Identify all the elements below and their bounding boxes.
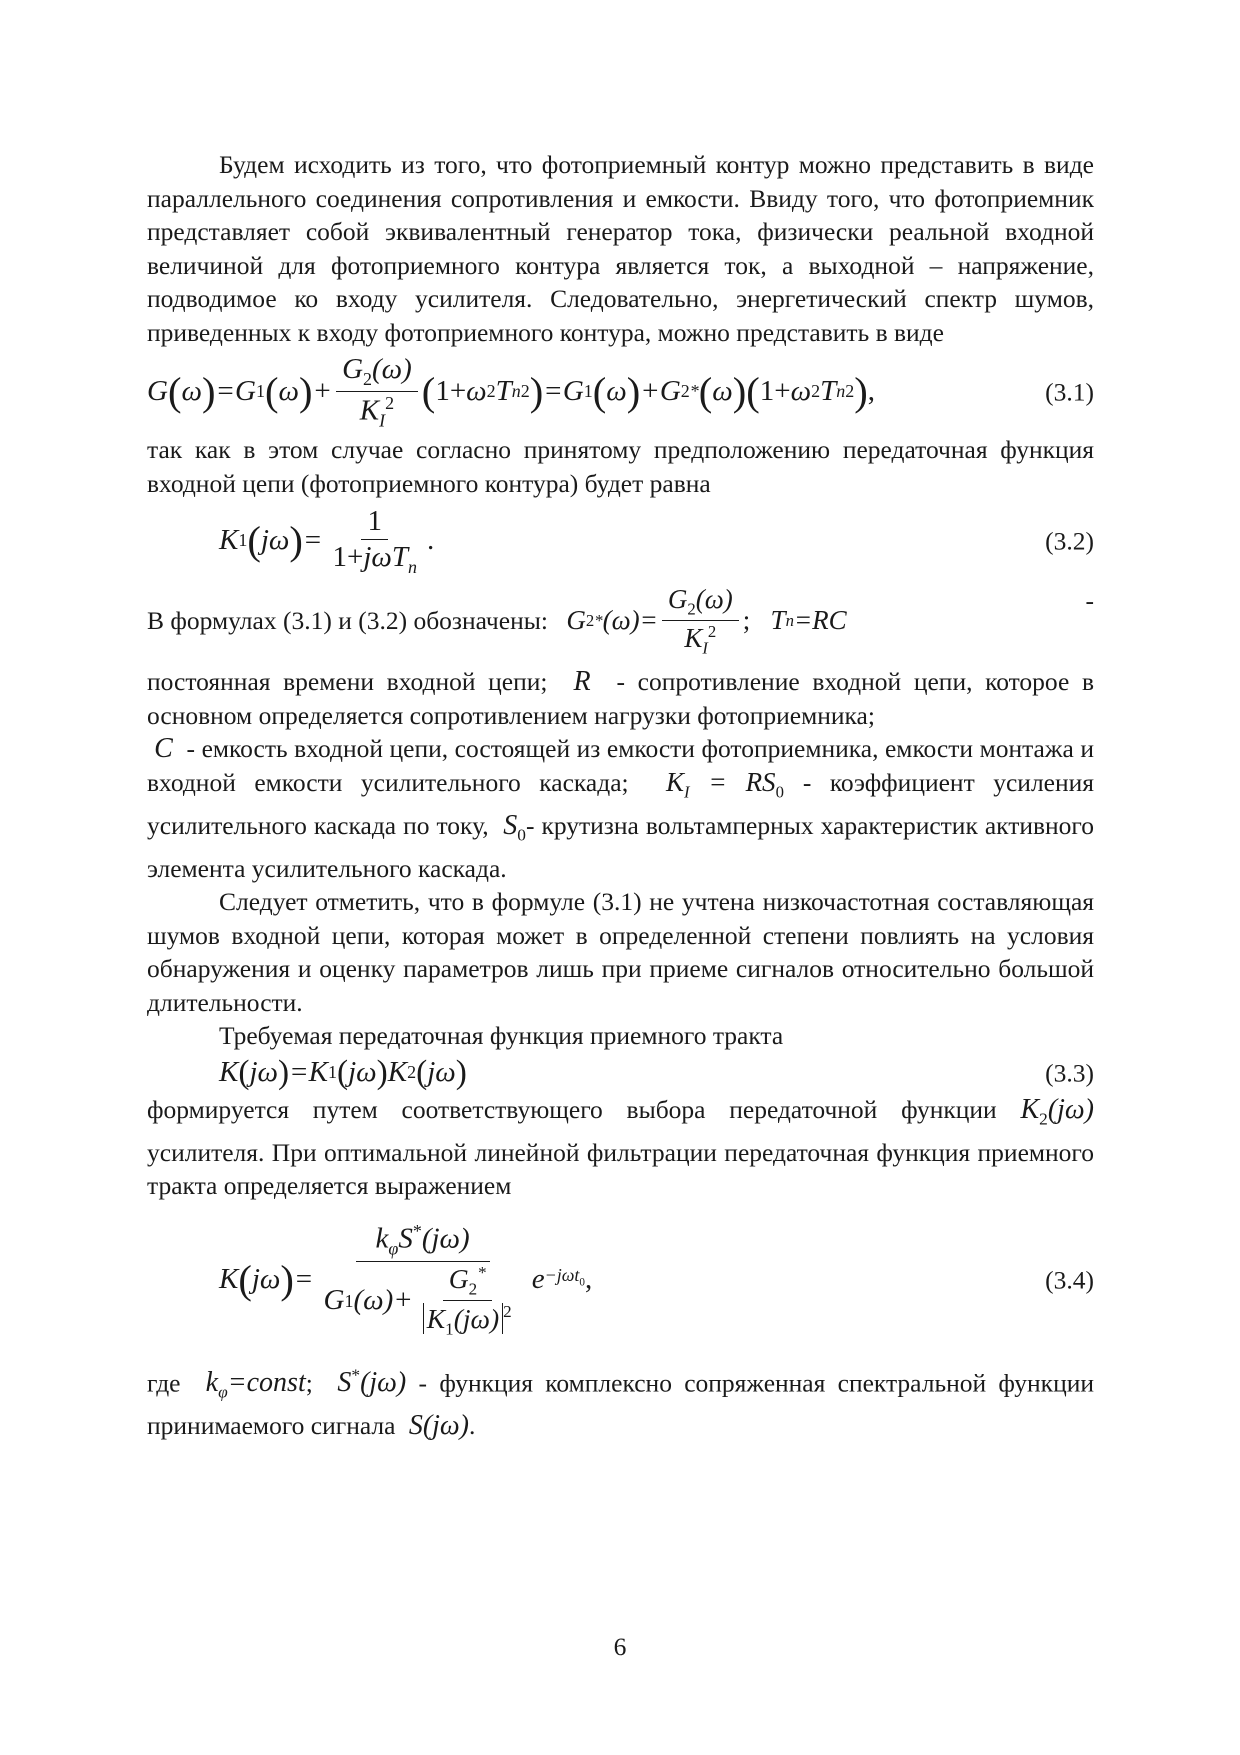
equation-3-3: K ( jω ) =K 1 ( jω ) K 2 ( jω ) (3.3): [219, 1054, 1094, 1092]
equation-3-4: K ( jω ) = $k_\varphi S^*(j\omega)$ G 1 (ω)+ $\frac{G_2^*}{K_1(j\omega) ^2}$ e −jωt$_0$ , (3.4): [219, 1220, 1094, 1339]
gain-text: коэффициент усиления усилительного каскада по току,: [147, 767, 1095, 840]
equation-3-1: G ( ω ) =G 1 ( ω ) + $\frac{G_2(\omega)}{K_I^2}$ ( 1+ ω 2 T n 2 ) =G 1 ( ω ) +G 2 * ( ω ) ( 1+ ω 2 T n 2 ) , (3.1): [147, 353, 1094, 431]
notation-lead-text: В формулах (3.1) и (3.2) обозначены:: [147, 605, 548, 635]
page-body: [147, 148, 1094, 1443]
paragraph-formed: формируется путем соответствующего выбора передаточной функции $K_2(j\omega)$ усилителя. При оптимальной линейной фильтрации передаточная функция приемного тракта определяется выражением: [147, 1093, 1095, 1201]
equation-number-3-2: (3.2): [1045, 526, 1094, 556]
final-period: .: [469, 1411, 476, 1441]
slope-text: - крутизна вольтамперных характеристик активного элемента усилительного каскада.: [147, 810, 1095, 883]
paragraph-required-function: Требуемая передаточная функция приемного тракта: [219, 1021, 784, 1051]
equation-number-3-3: (3.3): [1045, 1057, 1094, 1087]
paragraph-transfer-function: так как в этом случае согласно принятому предположению передаточная функция входной цепи (фотоприемного контура) будет равна: [147, 435, 1094, 498]
notation-g2-star: G 2 * (ω)= $\frac{G_2(\omega)}{K_I^2}$ ; T n =RC: [566, 584, 847, 658]
paragraph-notation: В формулах (3.1) и (3.2) обозначены: G 2 * (ω)= $\frac{G_2(\omega)}{K_I^2}$ ; T n =RC -: [147, 584, 1094, 658]
paragraph-where: где $k_\varphi=const$; S*(jω) - функция комплексно сопряженная спектральной функции принимаемого сигнала S(jω).: [147, 1365, 1095, 1442]
amplifier-text: усилителя. При оптимальной линейной фильтрации передаточная функция приемного тракта определяется выражением: [147, 1137, 1094, 1201]
capacitance-text: - емкость входной цепи, состоящей из емкости фотоприемника, емкости монтажа и входной емкости усилительного каскада;: [147, 734, 1094, 797]
resistance-text: - сопротивление входной цепи, которое в основном определяется сопротивлением нагрузки фотоприемника;: [147, 667, 1095, 730]
equation-number-3-1: (3.1): [1045, 377, 1094, 407]
equation-number-3-4: (3.4): [1045, 1265, 1094, 1295]
paragraph-capacitance: C - емкость входной цепи, состоящей из емкости фотоприемника, емкости монтажа и входной емкости усилительного каскада; $K_I = RS_0$ - коэффициент усиления усилительного каскада по току, $S_0-$ крутизна вольтамперных характеристик активного элемента усилительного каскада.: [147, 733, 1095, 883]
page-number: 6: [613, 1632, 627, 1661]
formed-text: формируется путем соответствующего выбора передаточной функции: [147, 1094, 997, 1124]
paragraph-low-frequency: Следует отметить, что в формуле (3.1) не учтена низкочастотная составляющая шумов входной цепи, которая может в определенной степени повлиять на условия обнаружения и оценку параметров лишь при приеме сигналов относительно большой длительности.: [147, 887, 1094, 1017]
where-text: где: [147, 1368, 181, 1398]
conjugate-text: - функция комплексно сопряженная спектральной функции принимаемого сигнала: [147, 1368, 1095, 1441]
equation-3-2: K 1 ( jω ) = $\frac{1}{1+j\omega T_n}$ . (3.2): [219, 504, 1094, 577]
time-constant-text: постоянная времени входной цепи;: [147, 667, 548, 697]
paragraph-intro: Будем исходить из того, что фотоприемный контур можно представить в виде параллельного соединения сопротивления и емкости. Ввиду того, что фотоприемник представляет собой эквивалентный генератор тока, физически реальной входной величиной для фотоприемного контура является ток, а выходной – напряжение, подводимое ко входу усилителя. Следовательно, энергетический спектр шумов, приведенных к входу фотоприемного контура, можно представить в виде: [147, 150, 1094, 347]
paragraph-time-constant: постоянная времени входной цепи; R - сопротивление входной цепи, которое в основном определяется сопротивлением нагрузки фотоприемника;: [147, 666, 1095, 730]
